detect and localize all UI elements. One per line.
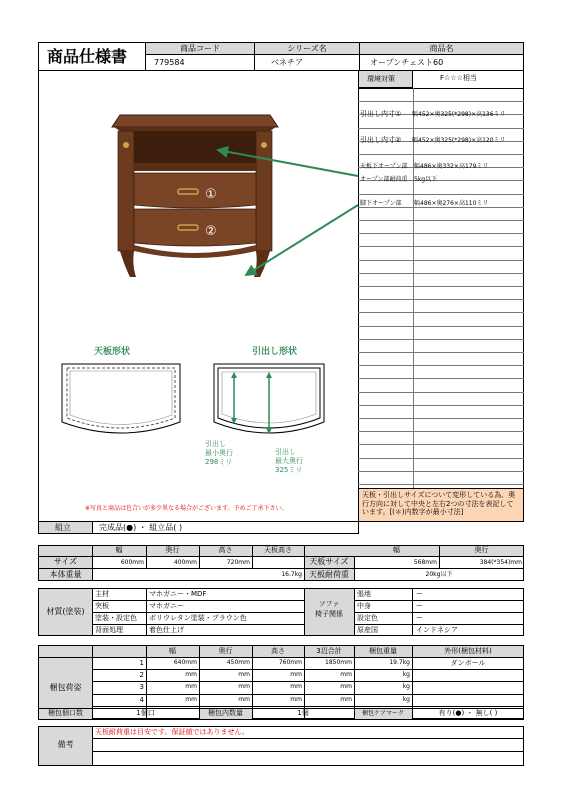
spec-note-text: 天板・引出しサイズについて変形している為、奥行方向に対して中央と左右2つの寸法を表記しています。[(＊)内数字が最小寸法] — [362, 491, 516, 516]
spec-grid-line — [358, 339, 524, 340]
assembly-value: 完成品(●) ・ 組立品( ) — [99, 523, 183, 532]
drawer-shape-drawing — [210, 360, 328, 445]
top-load-value: 20kg以下 — [425, 571, 453, 578]
sofa-key-color: 設定色 — [357, 614, 378, 622]
spec-grid-line — [358, 233, 524, 234]
material-key-veneer: 突板 — [95, 602, 109, 610]
size-col-width: 幅 — [115, 546, 123, 554]
spec-grid-line — [358, 458, 524, 459]
material-value-finish: ポリウレタン塗装・ブラウン色 — [149, 614, 247, 622]
size-label: サイズ — [53, 557, 78, 566]
spec-rows — [358, 88, 524, 522]
spec-grid-line — [358, 405, 524, 406]
min-depth-line-1: 引出し — [205, 440, 226, 448]
packing-count-label: 梱包個口数 — [48, 709, 83, 717]
sofa-value-fabric: ー — [416, 590, 423, 598]
packing-cell-h: mm — [290, 683, 302, 690]
spec-grid-line — [358, 128, 524, 129]
weight-label: 本体重量 — [49, 570, 82, 579]
spec-grid-line — [358, 154, 524, 155]
spec-grid-line — [358, 378, 524, 379]
top-depth-value: 384(*354)mm — [479, 559, 522, 566]
sofa-label-1: ソファ — [318, 600, 340, 608]
spec-label-open-top: 天板下オープン部 — [360, 163, 408, 170]
spec-grid-line — [358, 352, 524, 353]
top-size-col-depth: 奥行 — [474, 546, 489, 554]
min-depth-label — [205, 440, 233, 467]
sofa-key-filling: 中身 — [357, 602, 371, 610]
drawer-number-1: ① — [205, 187, 217, 202]
max-depth-line-2: 最大奥行 — [275, 457, 303, 465]
packing-cell-sum: mm — [340, 671, 352, 678]
packing-cell-kg: kg — [402, 671, 410, 678]
spec-grid-line — [358, 246, 524, 247]
spec-grid-line — [358, 101, 524, 102]
sofa-key-fabric: 張地 — [357, 590, 371, 598]
top-size-col-width: 幅 — [393, 546, 400, 554]
material-key-back: 背面処理 — [95, 626, 123, 634]
packing-col-sum: 3辺合計 — [316, 647, 342, 655]
spec-grid-line — [358, 312, 524, 313]
max-depth-label — [275, 448, 303, 475]
packing-cell-kg: 19.7kg — [389, 659, 410, 666]
spec-grid-line — [358, 418, 524, 419]
packing-inner-label: 梱包内数量 — [208, 709, 243, 717]
spec-note — [358, 488, 524, 522]
spec-label-drawer-1: 引出し内寸① — [360, 110, 402, 118]
packing-col-material: 外形(梱包材料) — [444, 647, 492, 655]
packing-col-weight: 梱包重量 — [369, 647, 397, 655]
packing-col-depth: 奥行 — [218, 647, 233, 655]
packing-col-width: 幅 — [169, 647, 176, 655]
packing-cell-d: mm — [238, 683, 250, 690]
env-label-cell — [358, 70, 413, 88]
weight-value: 16.7kg — [281, 571, 302, 578]
spec-value-open-load: 5kg以下 — [414, 176, 438, 183]
spec-grid-line — [358, 260, 524, 261]
packing-col-height: 高さ — [271, 647, 285, 655]
sofa-key-origin: 原産国 — [357, 626, 378, 634]
packing-cell-sum: 1850mm — [325, 659, 352, 666]
packing-cell-w: mm — [185, 683, 197, 690]
spec-label-drawer-2: 引出し内寸② — [360, 136, 402, 144]
packing-cell-sum: mm — [340, 696, 352, 703]
spec-grid-divider — [413, 88, 414, 488]
series-name: ベネチア — [271, 58, 303, 67]
code-label: 商品コード — [180, 44, 220, 53]
packing-inner-value: 1個 — [297, 709, 309, 717]
spec-label-open-load: オープン部耐荷重 — [360, 176, 408, 183]
env-label: 環境対策 — [367, 75, 395, 83]
packing-cell-w: mm — [185, 696, 197, 703]
spec-grid-line — [358, 365, 524, 366]
arrow-to-under-legs — [246, 205, 358, 275]
spec-grid-line — [358, 444, 524, 445]
packing-count-value: 1個口 — [136, 709, 155, 717]
spec-grid-line — [358, 392, 524, 393]
spec-grid-line — [358, 194, 524, 195]
spec-grid-line — [358, 273, 524, 274]
material-label: 材質(塗装) — [46, 607, 85, 616]
assembly-value-cell — [92, 521, 359, 534]
arrow-to-open-shelf — [218, 150, 358, 176]
series-label: シリーズ名 — [287, 44, 327, 53]
drawer-number-2: ② — [205, 224, 217, 239]
drawer-shape-title: 引出し形状 — [252, 347, 298, 357]
material-key-main: 主材 — [95, 590, 109, 598]
packing-cell-kg: kg — [402, 696, 410, 703]
size-col-depth: 奥行 — [165, 546, 180, 554]
packing-care-label: 梱包ケアマーク — [361, 710, 404, 717]
packing-care-value: 有り(●) ・ 無し( ) — [438, 709, 498, 717]
sofa-value-filling: ー — [416, 602, 423, 610]
material-key-finish: 塗装・設定色 — [95, 614, 137, 622]
spec-grid-line — [358, 484, 524, 485]
spec-value-drawer-1: 幅452×奥325(*298)×高136ミリ — [412, 111, 506, 118]
packing-cell-mat: ダンボール — [450, 659, 486, 667]
page-title: 商品仕様書 — [47, 47, 128, 66]
photo-color-note: ※写真と商品は色合いが多少異なる場合がございます。予めご了承下さい。 — [85, 505, 288, 512]
env-value: F☆☆☆相当 — [440, 74, 477, 82]
packing-cell-w: 640mm — [173, 659, 197, 666]
packing-cell-kg: kg — [402, 683, 410, 690]
spec-grid-line — [358, 431, 524, 432]
spec-value-drawer-2: 幅452×奥325(*298)×高120ミリ — [412, 137, 506, 144]
size-height-value: 720mm — [226, 559, 250, 566]
spec-grid-line — [358, 326, 524, 327]
top-load-label: 天板耐荷重 — [309, 570, 349, 579]
spec-value-open-top: 幅486×奥332×高179ミリ — [414, 163, 489, 170]
spec-grid-line — [358, 286, 524, 287]
sofa-value-origin: インドネシア — [416, 626, 458, 634]
top-shape-drawing — [56, 360, 186, 445]
packing-cell-d: 450mm — [226, 659, 250, 666]
spec-grid-line — [358, 471, 524, 472]
max-depth-line-3: 325ミリ — [275, 466, 303, 474]
size-width-value: 600mm — [120, 559, 144, 566]
sofa-value-color: ー — [416, 614, 423, 622]
spec-value-under-legs: 幅486×奥276×高110ミリ — [414, 200, 489, 207]
material-value-back: 着色仕上げ — [149, 626, 184, 634]
min-depth-line-2: 最小奥行 — [205, 449, 233, 457]
spec-grid-line — [358, 220, 524, 221]
assembly-label: 組立 — [55, 523, 71, 532]
top-shape-title: 天板形状 — [94, 347, 131, 357]
packing-cell-d: mm — [238, 696, 250, 703]
remarks-text: 天板耐荷重は目安です。保証値ではありません。 — [95, 728, 249, 736]
packing-cell-n: 2 — [139, 671, 144, 679]
product-name: オープンチェスト60 — [370, 58, 444, 67]
top-width-value: 568mm — [413, 559, 437, 566]
sofa-label-2: 椅子関係 — [315, 610, 343, 618]
name-label: 商品名 — [429, 44, 454, 53]
max-depth-line-1: 引出し — [275, 448, 296, 456]
top-size-label: 天板サイズ — [309, 557, 349, 566]
size-depth-value: 400mm — [173, 559, 197, 566]
packing-cell-n: 1 — [139, 659, 144, 667]
material-value-veneer: マホガニー — [149, 602, 184, 610]
size-col-top-height: 天板高さ — [264, 546, 292, 554]
packing-label: 梱包荷姿 — [49, 683, 82, 692]
spec-label-under-legs: 脚下オープン部 — [360, 200, 402, 207]
packing-cell-n: 3 — [139, 683, 144, 691]
assembly-label-cell — [38, 521, 93, 534]
size-col-height: 高さ — [218, 546, 233, 554]
packing-cell-n: 4 — [139, 696, 144, 704]
packing-cell-h: 760mm — [278, 659, 302, 666]
packing-cell-h: mm — [290, 696, 302, 703]
packing-cell-w: mm — [185, 671, 197, 678]
remarks-label: 備考 — [57, 740, 74, 749]
product-code: 779584 — [154, 58, 185, 67]
packing-cell-sum: mm — [340, 683, 352, 690]
packing-cell-d: mm — [238, 671, 250, 678]
min-depth-line-3: 298ミリ — [205, 458, 233, 466]
packing-cell-h: mm — [290, 671, 302, 678]
material-value-main: マホガニー・MDF — [149, 590, 207, 598]
spec-grid-line — [358, 299, 524, 300]
